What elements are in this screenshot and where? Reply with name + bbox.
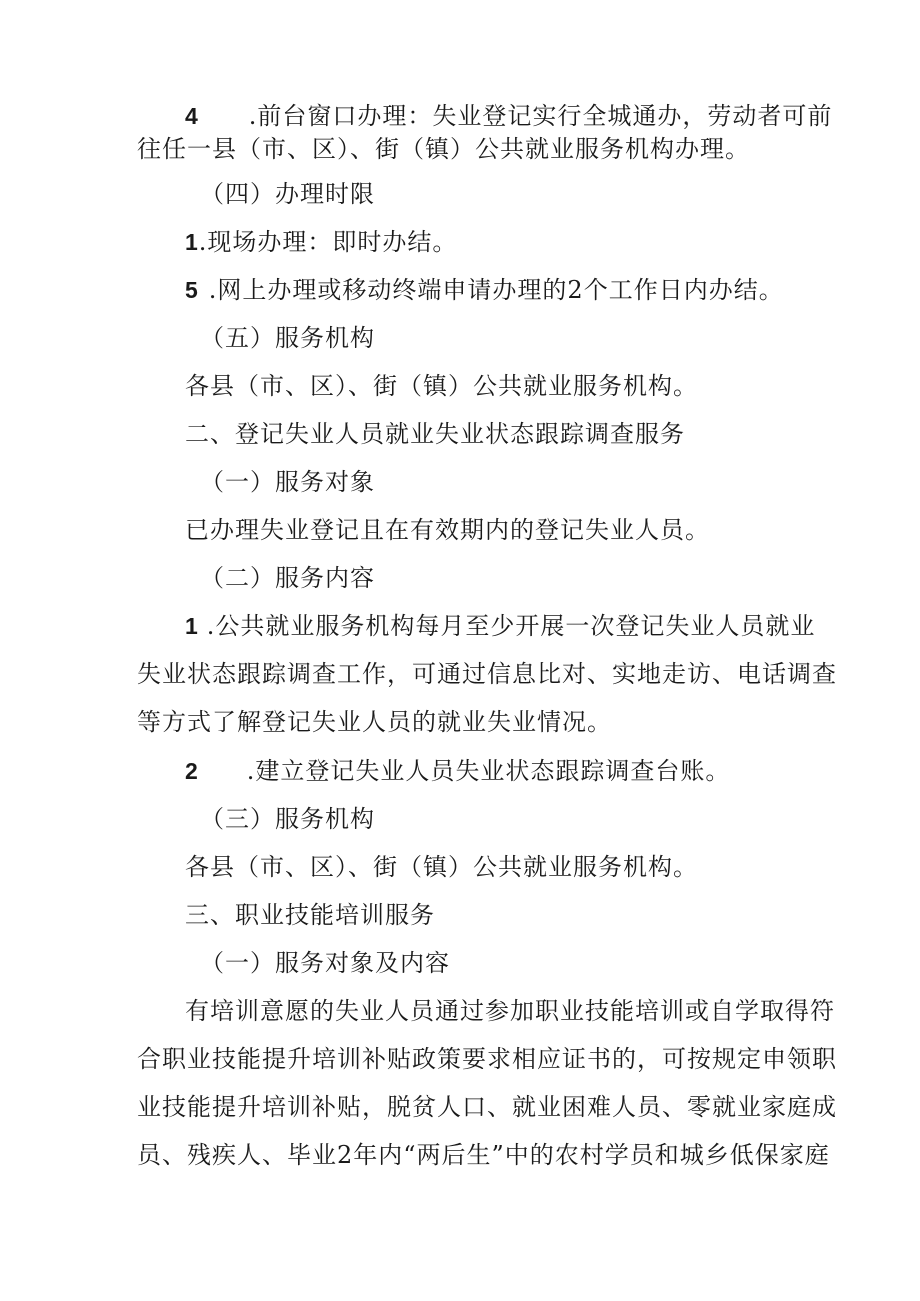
paragraph-line: 失业状态跟踪调查工作，可通过信息比对、实地走访、电话调查 <box>137 660 837 688</box>
subheading-target-content: （一）服务对象及内容 <box>200 949 450 977</box>
paragraph-line: 已办理失业登记且在有效期内的登记失业人员。 <box>185 516 710 544</box>
paragraph-line: 等方式了解登记失业人员的就业失业情况。 <box>137 708 612 736</box>
subheading-service-agency: （五）服务机构 <box>200 324 375 352</box>
paragraph-line: 各县（市、区）、街（镇）公共就业服务机构。 <box>185 372 698 400</box>
item-number: 1 <box>185 229 199 255</box>
paragraph-line: 业技能提升培训补贴，脱贫人口、就业困难人员、零就业家庭成 <box>137 1093 837 1121</box>
subheading-service-content: （二）服务内容 <box>200 564 375 592</box>
subheading-service-target: （一）服务对象 <box>200 468 375 496</box>
item-text: .网上办理或移动终端申请办理的2个工作日内办结。 <box>208 276 784 304</box>
item-text: .公共就业服务机构每月至少开展一次登记失业人员就业 <box>206 612 816 640</box>
paragraph-line: 往任一县（市、区）、街（镇）公共就业服务机构办理。 <box>137 135 750 163</box>
item-text: .现场办理：即时办结。 <box>198 228 458 256</box>
item-4-window-handling <box>185 100 832 132</box>
section-heading-2: 二、登记失业人员就业失业状态跟踪调查服务 <box>185 420 685 448</box>
paragraph-line: 合职业技能提升培训补贴政策要求相应证书的，可按规定申领职 <box>137 1045 837 1073</box>
subheading-service-agency: （三）服务机构 <box>200 805 375 833</box>
item-5-online <box>185 274 784 306</box>
item-number: 5 <box>185 277 199 303</box>
paragraph-line: 各县（市、区）、街（镇）公共就业服务机构。 <box>185 853 698 881</box>
item-1-onsite <box>185 226 457 258</box>
item-number: 2 <box>185 758 199 784</box>
item-1-survey <box>185 610 815 642</box>
item-text: .建立登记失业人员失业状态跟踪调查台账。 <box>246 757 731 785</box>
item-number: 4 <box>185 103 199 129</box>
paragraph-line: 员、残疾人、毕业2年内“两后生”中的农村学员和城乡低保家庭 <box>137 1141 830 1169</box>
section-heading-3: 三、职业技能培训服务 <box>185 901 435 929</box>
item-text: .前台窗口办理：失业登记实行全城通办，劳动者可前 <box>248 102 833 130</box>
subheading-time-limit: （四）办理时限 <box>200 180 375 208</box>
item-number: 1 <box>185 613 199 639</box>
paragraph-line: 有培训意愿的失业人员通过参加职业技能培训或自学取得符 <box>185 997 835 1025</box>
item-2-ledger <box>185 755 730 787</box>
